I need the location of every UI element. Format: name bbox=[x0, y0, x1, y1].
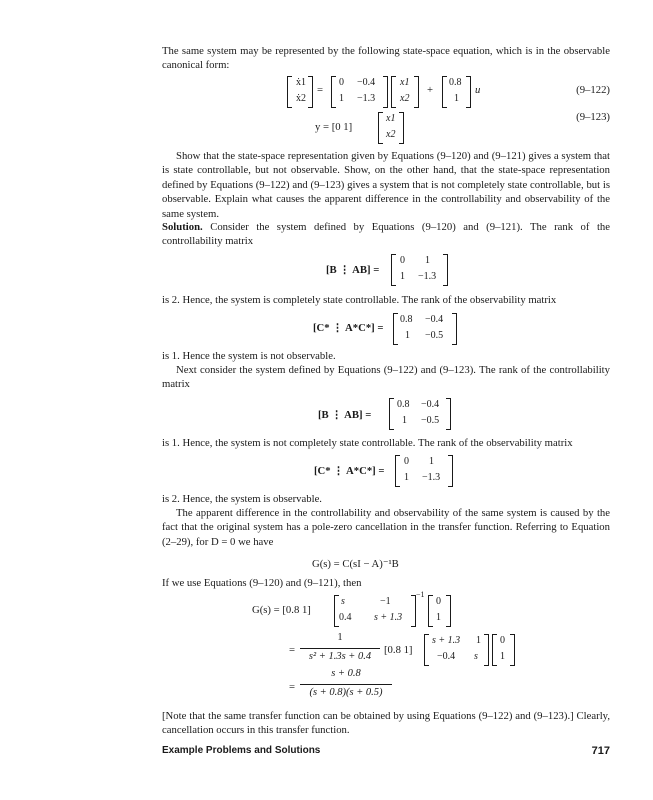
text-next-system: Next consider the system defined by Equations (9–122) and (9–123). The rank of the controllability matrix bbox=[162, 364, 610, 391]
note-paragraph: [Note that the same transfer function can be obtained by using Equations (9–122) and (9–123).] Clearly, cancellation occurs in this transfer function. bbox=[162, 710, 610, 737]
b2: 1 bbox=[454, 93, 459, 104]
solution-label: Solution. bbox=[162, 221, 203, 233]
xdot2: ẋ2 bbox=[296, 93, 306, 104]
text-using-equations: If we use Equations (9–120) and (9–121), then bbox=[162, 577, 362, 589]
eq-number-9-123: (9–123) bbox=[576, 111, 610, 123]
a21: 1 bbox=[339, 93, 344, 104]
u: u bbox=[475, 84, 481, 96]
x1: x1 bbox=[400, 77, 410, 88]
intro-paragraph: The same system may be represented by the following state-space equation, which is in the observable canonical form: bbox=[162, 45, 610, 72]
a22: −1.3 bbox=[357, 93, 376, 104]
text-not-observable: is 1. Hence the system is not observable. bbox=[162, 350, 336, 362]
xdot1: ẋ1 bbox=[296, 77, 306, 88]
footer-section-title: Example Problems and Solutions bbox=[162, 745, 321, 756]
eq-number-9-122: (9–122) bbox=[576, 84, 610, 96]
solution-paragraph: Solution. Consider the system defined by Equations (9–120) and (9–121). The rank of the controllability matrix bbox=[162, 221, 610, 248]
page-number: 717 bbox=[591, 745, 610, 757]
a11: 0 bbox=[339, 77, 344, 88]
text-not-controllable: is 1. Hence, the system is not completely state controllable. The rank of the observability matrix bbox=[162, 437, 573, 449]
transfer-function-formula: G(s) = C(sI − A)⁻¹B bbox=[312, 558, 399, 570]
x2: x2 bbox=[400, 93, 410, 104]
a12: −0.4 bbox=[357, 77, 376, 88]
problem-statement: Show that the state-space representation given by Equations (9–120) and (9–121) gives a system that is state controllable, but not observable. Show, on the other hand, that the state-space representation defined by Equations (9–122) and (9–123) gives a system that is not completely state controllable, but is observable. Explain what causes the apparent difference in the controllability and observability of the same system. bbox=[162, 150, 610, 220]
textbook-page: The same system may be represented by the following state-space equation, which is in the observable canonical form: ẋ1 ẋ2 = 0 −0.4 1 −1.3 x1 x2 + 0.8 1 u (9–122) y = [0 1] x1 x2 (9–123) Show that the state-space representation given by Equations (9–120) and (9–121) gives a system that is state controllable, but not observable. Show, on the other hand, that the state-space representation defined by Equations (9–122) and (9–123) gives a system that is not completely state controllable, but is observable. Explain what causes the apparent difference in the controllability and observability of the same system. Solution. Consider the system defined by Equations (9–120) and (9–121). The rank of the controllability matrix [B ⋮ AB] = 0 1 1 −1.3 is 2. Hence, the system is completely state controllable. The rank of the observability matrix [C* ⋮ A*C*] = 0.8 −0.4 1 −0.5 is 1. Hence the system is not observable. Next consider the system defined by Equations (9–122) and (9–123). The rank of the controllability matrix [B ⋮ AB] = 0.8 −0.4 1 −0.5 is 1. Hence, the system is not completely state controllable. The rank of the observability matrix [C* ⋮ A*C*] = 0 1 1 −1.3 is 2. Hence, the system is observable. The apparent difference in the controllability and observability of the same system is caused by the fact that the original system has a pole-zero cancellation in the transfer function. Referring to Equation (2–29), for D = 0 we have G(s) = C(sI − A)⁻¹B If we use Equations (9–120) and (9–121), then G(s) = [0.8 1] s −1 0.4 s + 1.3 −1 0 1 = 1 s² + 1.3s + 0.4 [0.8 1] s + 1.3 1 −0.4 s 0 1 = s + 0.8 (s + 0.8)(s + 0.5) [Note that the same transfer function can be obtained by using Equations (9–122) and (9–123).] Clearly, cancellation occurs in this transfer function. Example Problems and Solutions 717 bbox=[162, 45, 610, 757]
text-pole-zero-cancellation: The apparent difference in the controllability and observability of the same system is caused by the fact that the original system has a pole-zero cancellation in the transfer function. Referring to Equation (2–29), for D = 0 we have bbox=[162, 507, 610, 548]
text-observable: is 2. Hence, the system is observable. bbox=[162, 493, 322, 505]
b1: 0.8 bbox=[449, 77, 462, 88]
y-lhs: y = [0 1] bbox=[315, 121, 353, 133]
text-rank-2-controllable: is 2. Hence, the system is completely state controllable. The rank of the observability matrix bbox=[162, 294, 557, 306]
